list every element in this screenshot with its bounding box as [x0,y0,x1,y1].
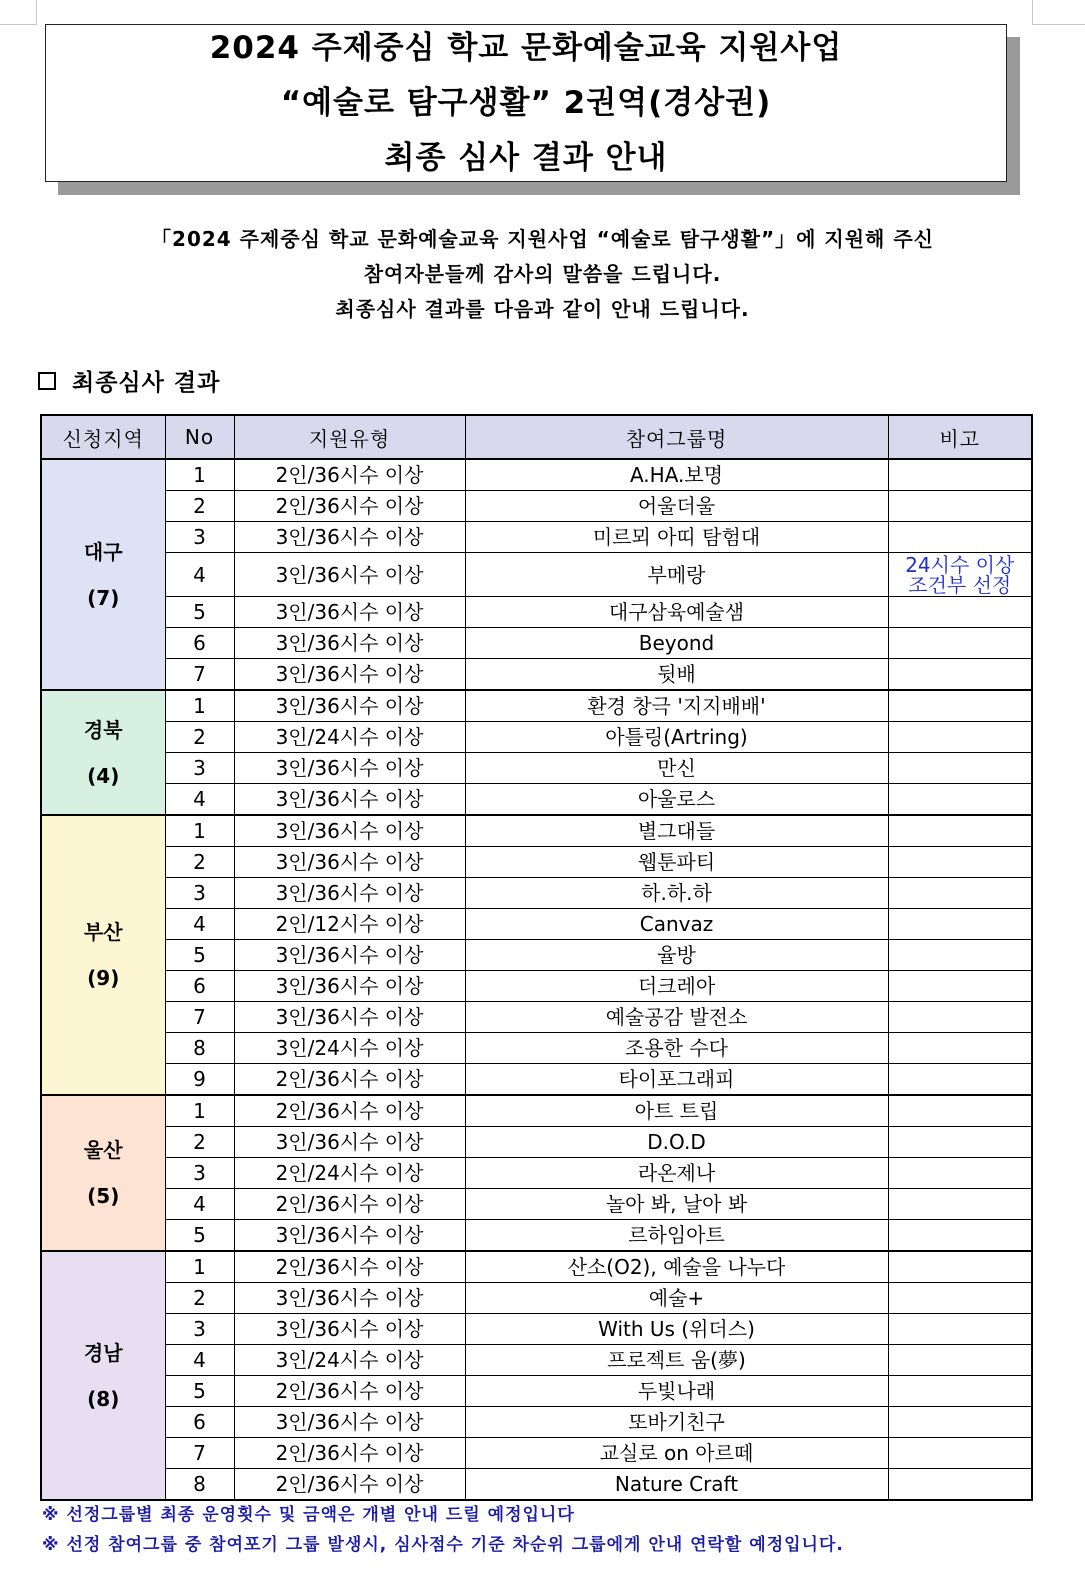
group-name: Nature Craft [465,1469,888,1501]
table-row [41,878,1032,909]
group-name: 또바기친구 [465,1407,888,1438]
support-type: 3인/36시수 이상 [234,1283,465,1314]
row-number: 3 [165,522,234,553]
group-name: 더크레아 [465,971,888,1002]
table-row [41,459,1032,491]
group-name: 산소(O2), 예술을 나누다 [465,1251,888,1283]
row-number: 2 [165,1283,234,1314]
support-type: 3인/36시수 이상 [234,847,465,878]
region-name: 경북 [83,717,123,742]
support-type: 2인/36시수 이상 [234,1251,465,1283]
support-type: 3인/36시수 이상 [234,878,465,909]
support-type: 3인/36시수 이상 [234,690,465,722]
note-cell [888,971,1032,1002]
support-type: 3인/36시수 이상 [234,553,465,597]
note-cell [888,1158,1032,1189]
row-number: 4 [165,784,234,816]
row-number: 3 [165,753,234,784]
note-cell [888,1095,1032,1127]
table-row [41,491,1032,522]
support-type: 2인/36시수 이상 [234,1064,465,1096]
group-name: Beyond [465,628,888,659]
note-cell [888,1002,1032,1033]
support-type: 2인/36시수 이상 [234,1376,465,1407]
support-type: 3인/24시수 이상 [234,722,465,753]
support-type: 3인/36시수 이상 [234,628,465,659]
table-row [41,1438,1032,1469]
support-type: 2인/36시수 이상 [234,1095,465,1127]
table-row [41,1314,1032,1345]
region-count: (8) [87,1386,120,1411]
row-number: 6 [165,971,234,1002]
row-number: 2 [165,847,234,878]
note-cell [888,1251,1032,1283]
group-name: 두빛나래 [465,1376,888,1407]
region-name: 부산 [83,920,123,944]
table-row [41,722,1032,753]
group-name: 뒷배 [465,659,888,691]
row-number: 6 [165,1407,234,1438]
row-number: 1 [165,815,234,847]
table-row [41,1127,1032,1158]
support-type: 3인/36시수 이상 [234,522,465,553]
intro-line-3: 최종심사 결과를 다음과 같이 안내 드립니다. [335,297,750,321]
group-name: 놀아 봐, 날아 봐 [465,1189,888,1220]
table-row [41,815,1032,847]
support-type: 2인/36시수 이상 [234,1438,465,1469]
support-type: 3인/36시수 이상 [234,1314,465,1345]
section-heading-label: 최종심사 결과 [72,370,221,396]
title-line-1: 2024 주제중심 학교 문화예술교육 지원사업 [209,29,843,66]
note-cell [888,909,1032,940]
support-type: 3인/36시수 이상 [234,784,465,816]
row-number: 2 [165,491,234,522]
row-number: 1 [165,459,234,491]
footnote-2: ※ 선정 참여그룹 중 참여포기 그룹 발생시, 심사점수 기준 차순위 그룹에게 안내 연락할 예정입니다. [42,1535,844,1555]
group-name: 별그대들 [465,815,888,847]
table-row [41,1345,1032,1376]
header-note: 비고 [888,415,1032,459]
row-number: 4 [165,1189,234,1220]
table-row [41,909,1032,940]
row-number: 1 [165,1095,234,1127]
header-type: 지원유형 [234,415,465,459]
section-heading [38,364,220,397]
region-name: 경남 [83,1340,123,1365]
row-number: 4 [165,909,234,940]
table-row [41,1158,1032,1189]
group-name: 대구삼육예술샘 [465,597,888,628]
group-name: 아울로스 [465,784,888,816]
note-cell [888,553,1032,597]
note-cell [888,597,1032,628]
note-cell [888,459,1032,491]
region-cell [41,815,165,1095]
intro-line-1: 「2024 주제중심 학교 문화예술교육 지원사업 “예술로 탐구생활”」에 지원해 주신 [151,227,934,251]
note-cell [888,847,1032,878]
group-name: 아틀링(Artring) [465,722,888,753]
group-name: 부메랑 [465,553,888,597]
note-cell [888,1314,1032,1345]
table-row [41,1407,1032,1438]
group-name: 환경 창극 '지지배배' [465,690,888,722]
table-row [41,1283,1032,1314]
note-cell [888,1345,1032,1376]
support-type: 3인/24시수 이상 [234,1033,465,1064]
title-line-3: 최종 심사 결과 안내 [384,139,668,176]
note-cell [888,1283,1032,1314]
row-number: 5 [165,940,234,971]
title-line-2: “예술로 탐구생활” 2권역(경상권) [280,84,772,121]
support-type: 3인/36시수 이상 [234,1127,465,1158]
group-name: D.O.D [465,1127,888,1158]
row-number: 4 [165,553,234,597]
note-cell [888,1189,1032,1220]
group-name: 만신 [465,753,888,784]
row-number: 7 [165,1002,234,1033]
group-name: 예술공감 발전소 [465,1002,888,1033]
note-cell [888,659,1032,691]
support-type: 3인/36시수 이상 [234,1407,465,1438]
intro-line-2: 참여자분들께 감사의 말씀을 드립니다. [363,262,722,286]
group-name: 웹툰파티 [465,847,888,878]
group-name: 미르뫼 아띠 탐험대 [465,522,888,553]
table-row [41,1064,1032,1096]
checkbox-square-icon [38,372,56,390]
group-name: 예술+ [465,1283,888,1314]
support-type: 3인/36시수 이상 [234,1220,465,1252]
table-row [41,971,1032,1002]
row-number: 8 [165,1033,234,1064]
table-row [41,553,1032,597]
header-region: 신청지역 [41,415,165,459]
row-number: 1 [165,690,234,722]
table-row [41,1189,1032,1220]
row-number: 5 [165,1376,234,1407]
group-name: 르하임아트 [465,1220,888,1252]
region-count: (4) [87,763,120,788]
note-line-2: 조건부 선정 [908,572,1012,597]
support-type: 2인/36시수 이상 [234,459,465,491]
support-type: 3인/36시수 이상 [234,659,465,691]
support-type: 2인/36시수 이상 [234,1469,465,1501]
region-cell [41,690,165,815]
support-type: 2인/12시수 이상 [234,909,465,940]
row-number: 7 [165,659,234,691]
table-row [41,628,1032,659]
group-name: 교실로 on 아르떼 [465,1438,888,1469]
row-number: 8 [165,1469,234,1501]
region-cell [41,1095,165,1251]
row-number: 5 [165,597,234,628]
note-cell [888,1438,1032,1469]
note-cell [888,722,1032,753]
note-cell [888,878,1032,909]
group-name: 조용한 수다 [465,1033,888,1064]
row-number: 3 [165,1158,234,1189]
group-name: 아트 트립 [465,1095,888,1127]
support-type: 3인/36시수 이상 [234,597,465,628]
support-type: 3인/24시수 이상 [234,1345,465,1376]
row-number: 3 [165,878,234,909]
table-row [41,753,1032,784]
region-count: (9) [87,966,120,990]
table-row [41,690,1032,722]
row-number: 5 [165,1220,234,1252]
row-number: 2 [165,722,234,753]
support-type: 2인/36시수 이상 [234,491,465,522]
table-body [41,459,1032,1500]
row-number: 2 [165,1127,234,1158]
support-type: 3인/36시수 이상 [234,971,465,1002]
region-cell [41,1251,165,1500]
header-no: No [165,415,234,459]
row-number: 7 [165,1438,234,1469]
group-name: 어울더울 [465,491,888,522]
table-row [41,522,1032,553]
footnote-1: ※ 선정그룹별 최종 운영횟수 및 금액은 개별 안내 드릴 예정입니다 [42,1505,575,1525]
note-cell [888,491,1032,522]
support-type: 3인/36시수 이상 [234,753,465,784]
table-row [41,597,1032,628]
note-cell [888,1407,1032,1438]
note-cell [888,784,1032,816]
support-type: 3인/36시수 이상 [234,815,465,847]
note-cell [888,1033,1032,1064]
note-cell [888,1220,1032,1252]
note-cell [888,753,1032,784]
support-type: 2인/36시수 이상 [234,1189,465,1220]
table-row [41,659,1032,691]
table-row [41,1033,1032,1064]
table-row [41,940,1032,971]
group-name: A.HA.보명 [465,459,888,491]
note-cell [888,1127,1032,1158]
group-name: Canvaz [465,909,888,940]
row-number: 3 [165,1314,234,1345]
support-type: 2인/24시수 이상 [234,1158,465,1189]
group-name: 프로젝트 움(夢) [465,1345,888,1376]
header-group-name: 참여그룹명 [465,415,888,459]
table-row [41,1251,1032,1283]
table-header-row [41,415,1032,459]
group-name: With Us (위더스) [465,1314,888,1345]
note-cell [888,1064,1032,1096]
group-name: 하.하.하 [465,878,888,909]
note-cell [888,940,1032,971]
row-number: 1 [165,1251,234,1283]
row-number: 6 [165,628,234,659]
region-name: 울산 [83,1138,123,1162]
table-row [41,784,1032,816]
region-name: 대구 [83,539,123,564]
note-cell [888,1469,1032,1501]
table-row [41,847,1032,878]
table-row [41,1376,1032,1407]
table-row [41,1002,1032,1033]
group-name: 타이포그래피 [465,1064,888,1096]
page-corner-mark-right [1032,0,1085,25]
note-cell [888,1376,1032,1407]
note-line-1: 24시수 이상 [905,552,1015,577]
region-count: (5) [87,1184,120,1208]
note-cell [888,815,1032,847]
note-cell [888,690,1032,722]
region-cell [41,459,165,690]
table-row [41,1469,1032,1501]
row-number: 4 [165,1345,234,1376]
table-row [41,1095,1032,1127]
table-row [41,1220,1032,1252]
row-number: 9 [165,1064,234,1096]
support-type: 3인/36시수 이상 [234,940,465,971]
title-box [45,24,1007,182]
page-corner-mark-left [0,0,37,25]
results-table [40,414,1033,1501]
note-cell [888,628,1032,659]
intro-text [0,222,1085,327]
region-count: (7) [87,585,120,610]
note-cell [888,522,1032,553]
support-type: 3인/36시수 이상 [234,1002,465,1033]
group-name: 라온제나 [465,1158,888,1189]
group-name: 율방 [465,940,888,971]
